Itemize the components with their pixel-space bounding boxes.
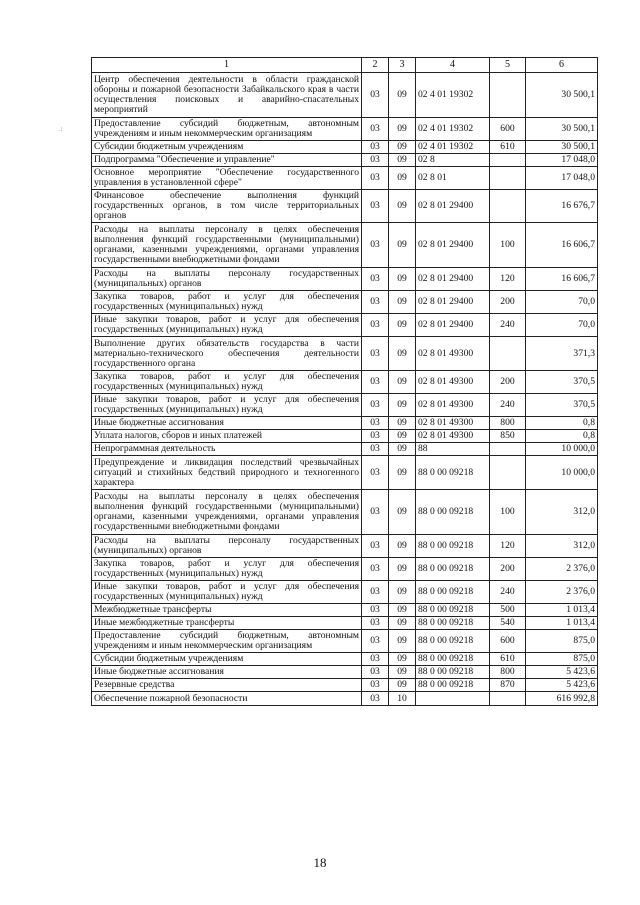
table-header-row — [92, 58, 598, 73]
row-target-article-cell: 88 0 00 09218 — [416, 666, 490, 679]
table-row — [92, 581, 598, 604]
row-name-cell: Непрограммная деятельность — [92, 443, 362, 456]
page-number: 18 — [313, 855, 327, 870]
row-target-article-cell: 88 0 00 09218 — [416, 490, 490, 535]
row-target-article-cell: 88 0 00 09218 — [416, 581, 490, 604]
row-amount-cell: 30 500,1 — [526, 141, 598, 154]
row-amount-cell: 17 048,0 — [526, 154, 598, 167]
row-amount-cell: 2 376,0 — [526, 581, 598, 604]
row-name-cell: Закупка товаров, работ и услуг для обеспечения государственных (муниципальных) нужд — [92, 291, 362, 314]
row-subsection-cell: 09 — [389, 190, 416, 223]
row-expense-type-cell — [490, 190, 526, 223]
row-subsection-cell: 09 — [389, 604, 416, 617]
row-amount-cell: 370,5 — [526, 394, 598, 417]
table-row — [92, 314, 598, 337]
row-section-cell: 03 — [362, 314, 389, 337]
row-amount-cell: 1 013,4 — [526, 604, 598, 617]
header-cell-section: 2 — [362, 58, 389, 73]
header-cell-subsection: 3 — [389, 58, 416, 73]
row-subsection-cell: 09 — [389, 456, 416, 490]
row-section-cell: 03 — [362, 692, 389, 706]
row-target-article-cell: 02 8 01 49300 — [416, 371, 490, 394]
row-amount-cell: 371,3 — [526, 337, 598, 371]
table-row — [92, 190, 598, 223]
row-subsection-cell: 09 — [389, 268, 416, 291]
row-target-article-cell: 02 8 01 — [416, 167, 490, 190]
row-section-cell: 03 — [362, 456, 389, 490]
row-name-cell: Центр обеспечения деятельности в области гражданской обороны и пожарной безопасности Забайкальского края в части осуществления поисковых и аварийно-спасательных мероприятий — [92, 73, 362, 118]
row-name-cell: Субсидии бюджетным учреждениям — [92, 653, 362, 666]
row-target-article-cell: 88 0 00 09218 — [416, 653, 490, 666]
row-section-cell: 03 — [362, 535, 389, 558]
row-section-cell: 03 — [362, 268, 389, 291]
row-target-article-cell: 02 4 01 19302 — [416, 118, 490, 141]
row-subsection-cell: 09 — [389, 223, 416, 268]
row-subsection-cell: 10 — [389, 692, 416, 706]
row-expense-type-cell: 200 — [490, 558, 526, 581]
row-expense-type-cell: 500 — [490, 604, 526, 617]
row-expense-type-cell: 600 — [490, 630, 526, 653]
row-target-article-cell: 02 8 01 49300 — [416, 417, 490, 430]
row-target-article-cell: 02 8 01 29400 — [416, 291, 490, 314]
header-cell-amount: 6 — [526, 58, 598, 73]
row-subsection-cell: 09 — [389, 581, 416, 604]
header-cell-target-article: 4 — [416, 58, 490, 73]
row-expense-type-cell — [490, 73, 526, 118]
row-amount-cell: 30 500,1 — [526, 118, 598, 141]
row-subsection-cell: 09 — [389, 490, 416, 535]
row-subsection-cell: 09 — [389, 154, 416, 167]
row-amount-cell: 312,0 — [526, 535, 598, 558]
row-section-cell: 03 — [362, 666, 389, 679]
row-target-article-cell: 02 8 01 29400 — [416, 314, 490, 337]
row-section-cell: 03 — [362, 154, 389, 167]
row-name-cell: Расходы на выплаты персоналу государственных (муниципальных) органов — [92, 535, 362, 558]
row-section-cell: 03 — [362, 141, 389, 154]
row-amount-cell: 1 013,4 — [526, 617, 598, 630]
row-section-cell: 03 — [362, 581, 389, 604]
row-name-cell: Обеспечение пожарной безопасности — [92, 692, 362, 706]
row-section-cell: 03 — [362, 190, 389, 223]
row-subsection-cell: 09 — [389, 430, 416, 443]
row-name-cell: Иные бюджетные ассигнования — [92, 417, 362, 430]
row-amount-cell: 70,0 — [526, 314, 598, 337]
row-name-cell: Закупка товаров, работ и услуг для обеспечения государственных (муниципальных) нужд — [92, 371, 362, 394]
row-name-cell: Иные закупки товаров, работ и услуг для обеспечения государственных (муниципальных) нужд — [92, 581, 362, 604]
row-expense-type-cell: 240 — [490, 314, 526, 337]
row-name-cell: Иные закупки товаров, работ и услуг для обеспечения государственных (муниципальных) нужд — [92, 394, 362, 417]
row-section-cell: 03 — [362, 167, 389, 190]
row-name-cell: Субсидии бюджетным учреждениям — [92, 141, 362, 154]
row-target-article-cell: 02 8 01 29400 — [416, 190, 490, 223]
table-row — [92, 535, 598, 558]
row-subsection-cell: 09 — [389, 118, 416, 141]
row-subsection-cell: 09 — [389, 73, 416, 118]
row-section-cell: 03 — [362, 617, 389, 630]
row-subsection-cell: 09 — [389, 535, 416, 558]
row-section-cell: 03 — [362, 337, 389, 371]
row-expense-type-cell — [490, 443, 526, 456]
row-expense-type-cell — [490, 167, 526, 190]
row-name-cell: Резервные средства — [92, 679, 362, 692]
table-row — [92, 604, 598, 617]
row-section-cell: 03 — [362, 430, 389, 443]
row-amount-cell: 312,0 — [526, 490, 598, 535]
row-target-article-cell — [416, 692, 490, 706]
table-row — [92, 141, 598, 154]
table-row — [92, 337, 598, 371]
row-target-article-cell: 88 0 00 09218 — [416, 558, 490, 581]
row-name-cell: Предоставление субсидий бюджетным, автономным учреждениям и иным некоммерческим организациям — [92, 630, 362, 653]
row-subsection-cell: 09 — [389, 630, 416, 653]
row-name-cell: Предупреждение и ликвидация последствий чрезвычайных ситуаций и стихийных бедствий природного и техногенного характера — [92, 456, 362, 490]
row-subsection-cell: 09 — [389, 617, 416, 630]
row-target-article-cell: 88 0 00 09218 — [416, 617, 490, 630]
table-row — [92, 653, 598, 666]
table-row — [92, 394, 598, 417]
row-expense-type-cell: 120 — [490, 268, 526, 291]
row-amount-cell: 30 500,1 — [526, 73, 598, 118]
row-name-cell: Иные закупки товаров, работ и услуг для обеспечения государственных (муниципальных) нужд — [92, 314, 362, 337]
row-expense-type-cell: 850 — [490, 430, 526, 443]
row-name-cell: Расходы на выплаты персоналу в целях обеспечения выполнения функций государственными (муниципальными) органами, казенными учреждениями, органами управления государственными внебюджетными фондами — [92, 223, 362, 268]
header-cell-name: 1 — [92, 58, 362, 73]
row-expense-type-cell: 200 — [490, 291, 526, 314]
row-amount-cell: 370,5 — [526, 371, 598, 394]
row-name-cell: Иные межбюджетные трансферты — [92, 617, 362, 630]
row-target-article-cell: 02 8 01 29400 — [416, 223, 490, 268]
row-amount-cell: 875,0 — [526, 630, 598, 653]
row-subsection-cell: 09 — [389, 337, 416, 371]
row-amount-cell: 70,0 — [526, 291, 598, 314]
row-section-cell: 03 — [362, 558, 389, 581]
row-target-article-cell: 02 4 01 19302 — [416, 141, 490, 154]
table-row — [92, 679, 598, 692]
row-subsection-cell: 09 — [389, 417, 416, 430]
row-amount-cell: 5 423,6 — [526, 666, 598, 679]
row-amount-cell: 10 000,0 — [526, 443, 598, 456]
row-section-cell: 03 — [362, 630, 389, 653]
row-amount-cell: 16 676,7 — [526, 190, 598, 223]
row-target-article-cell: 88 0 00 09218 — [416, 456, 490, 490]
row-subsection-cell: 09 — [389, 141, 416, 154]
row-name-cell: Выполнение других обязательств государства в части материально-технического обеспечения деятельности государственного органа — [92, 337, 362, 371]
row-target-article-cell: 02 8 01 49300 — [416, 430, 490, 443]
table-row — [92, 73, 598, 118]
row-amount-cell: 0,8 — [526, 417, 598, 430]
row-name-cell: Основное мероприятие "Обеспечение государственного управления в установленной сфере" — [92, 167, 362, 190]
row-expense-type-cell: 870 — [490, 679, 526, 692]
row-section-cell: 03 — [362, 291, 389, 314]
row-name-cell: Уплата налогов, сборов и иных платежей — [92, 430, 362, 443]
row-section-cell: 03 — [362, 417, 389, 430]
row-expense-type-cell: 120 — [490, 535, 526, 558]
row-section-cell: 03 — [362, 604, 389, 617]
row-section-cell: 03 — [362, 394, 389, 417]
table-row — [92, 630, 598, 653]
row-section-cell: 03 — [362, 443, 389, 456]
row-amount-cell: 16 606,7 — [526, 268, 598, 291]
row-subsection-cell: 09 — [389, 558, 416, 581]
row-section-cell: 03 — [362, 223, 389, 268]
row-target-article-cell: 02 8 01 49300 — [416, 394, 490, 417]
row-expense-type-cell — [490, 692, 526, 706]
row-amount-cell: 875,0 — [526, 653, 598, 666]
row-target-article-cell: 88 — [416, 443, 490, 456]
row-expense-type-cell: 240 — [490, 394, 526, 417]
row-expense-type-cell: 800 — [490, 417, 526, 430]
row-target-article-cell: 02 8 — [416, 154, 490, 167]
row-target-article-cell: 02 8 01 49300 — [416, 337, 490, 371]
budget-table — [91, 57, 598, 706]
table-row — [92, 223, 598, 268]
row-expense-type-cell: 800 — [490, 666, 526, 679]
row-name-cell: Расходы на выплаты персоналу государственных (муниципальных) органов — [92, 268, 362, 291]
row-target-article-cell: 88 0 00 09218 — [416, 535, 490, 558]
row-amount-cell: 5 423,6 — [526, 679, 598, 692]
row-expense-type-cell: 540 — [490, 617, 526, 630]
table-row — [92, 167, 598, 190]
row-subsection-cell: 09 — [389, 666, 416, 679]
row-target-article-cell: 88 0 00 09218 — [416, 604, 490, 617]
row-name-cell: Расходы на выплаты персоналу в целях обеспечения выполнения функций государственными (муниципальными) органами, казенными учреждениями, органами управления государственными внебюджетными фондами — [92, 490, 362, 535]
row-subsection-cell: 09 — [389, 443, 416, 456]
row-section-cell: 03 — [362, 371, 389, 394]
row-name-cell: Закупка товаров, работ и услуг для обеспечения государственных (муниципальных) нужд — [92, 558, 362, 581]
row-section-cell: 03 — [362, 118, 389, 141]
table-row — [92, 558, 598, 581]
row-name-cell: Иные бюджетные ассигнования — [92, 666, 362, 679]
table-row — [92, 417, 598, 430]
row-amount-cell: 2 376,0 — [526, 558, 598, 581]
row-expense-type-cell — [490, 337, 526, 371]
row-section-cell: 03 — [362, 653, 389, 666]
row-subsection-cell: 09 — [389, 291, 416, 314]
table-row — [92, 692, 598, 706]
row-amount-cell: 16 606,7 — [526, 223, 598, 268]
row-subsection-cell: 09 — [389, 679, 416, 692]
row-amount-cell: 17 048,0 — [526, 167, 598, 190]
row-section-cell: 03 — [362, 490, 389, 535]
row-section-cell: 03 — [362, 73, 389, 118]
row-expense-type-cell: 610 — [490, 141, 526, 154]
row-target-article-cell: 88 0 00 09218 — [416, 679, 490, 692]
row-target-article-cell: 88 0 00 09218 — [416, 630, 490, 653]
row-expense-type-cell — [490, 456, 526, 490]
row-expense-type-cell: 100 — [490, 490, 526, 535]
table-row — [92, 154, 598, 167]
row-expense-type-cell — [490, 154, 526, 167]
row-section-cell: 03 — [362, 679, 389, 692]
header-cell-expense-type: 5 — [490, 58, 526, 73]
row-target-article-cell: 02 8 01 29400 — [416, 268, 490, 291]
table-row — [92, 456, 598, 490]
table-row — [92, 443, 598, 456]
row-expense-type-cell: 610 — [490, 653, 526, 666]
row-name-cell: Предоставление субсидий бюджетным, автономным учреждениям и иным некоммерческим организациям — [92, 118, 362, 141]
table-row — [92, 490, 598, 535]
row-name-cell: Подпрограмма "Обеспечение и управление" — [92, 154, 362, 167]
row-expense-type-cell: 600 — [490, 118, 526, 141]
table-row — [92, 666, 598, 679]
row-amount-cell: 10 000,0 — [526, 456, 598, 490]
table-row — [92, 291, 598, 314]
row-subsection-cell: 09 — [389, 394, 416, 417]
row-subsection-cell: 09 — [389, 314, 416, 337]
row-amount-cell: 0,8 — [526, 430, 598, 443]
row-name-cell: Финансовое обеспечение выполнения функций государственных органов, в том числе территориальных органов — [92, 190, 362, 223]
table-row — [92, 268, 598, 291]
row-subsection-cell: 09 — [389, 167, 416, 190]
table-row — [92, 371, 598, 394]
table-row — [92, 617, 598, 630]
row-name-cell: Межбюджетные трансферты — [92, 604, 362, 617]
row-subsection-cell: 09 — [389, 371, 416, 394]
table-row — [92, 118, 598, 141]
scan-artifact: .: — [58, 125, 63, 133]
row-subsection-cell: 09 — [389, 653, 416, 666]
row-expense-type-cell: 240 — [490, 581, 526, 604]
row-target-article-cell: 02 4 01 19302 — [416, 73, 490, 118]
row-amount-cell: 616 992,8 — [526, 692, 598, 706]
row-expense-type-cell: 200 — [490, 371, 526, 394]
table-row — [92, 430, 598, 443]
row-expense-type-cell: 100 — [490, 223, 526, 268]
